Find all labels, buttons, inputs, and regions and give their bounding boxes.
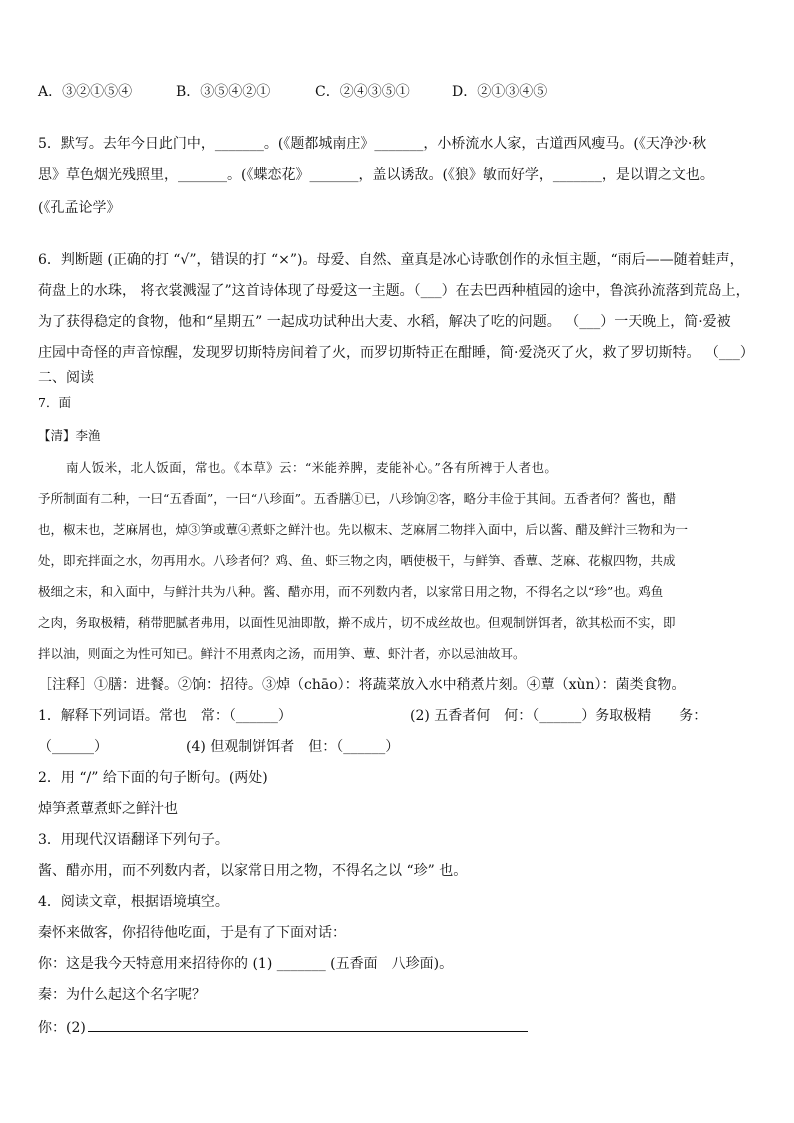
- answer-blank[interactable]: [88, 1017, 528, 1032]
- sub-question-4: 4．阅读文章，根据语境填空。: [38, 894, 229, 910]
- sub-question-2-text: 焯笋煮蕈煮虾之鲜汁也: [38, 801, 178, 817]
- section-heading: 二、阅读: [38, 370, 94, 386]
- sub-question-1d: (4) 但观制饼饵者 但：（______）: [186, 739, 400, 755]
- sub-question-3-text: 酱、醋亦用，而不列数内者，以家常日用之物，不得名之以 “珍” 也。: [38, 863, 468, 879]
- q6-line-3: 为了获得稳定的食物，他和“星期五” 一起成功试种出大麦、水稻，解决了吃的问题。 （___）一天晚上，简·爱被: [38, 314, 731, 330]
- passage-para-2-line-6: 拌以油，则面之为性可知已。鲜汁不用煮肉之汤，而用笋、蕈、虾汁者，亦以忌油故耳。: [38, 646, 526, 661]
- passage-para-2-line-2: 也，椒末也，芝麻屑也，焯③笋或蕈④煮虾之鲜汁也。先以椒末、芝麻屑二物拌入面中，后以酱、醋及鲜汁三物和为一: [38, 522, 689, 537]
- sub-question-1b: (2) 五香者何 何：（______）务取极精 务：: [410, 708, 708, 724]
- sub-question-1a: 1．解释下列词语。常也 常：（______）: [38, 708, 292, 724]
- option-a: A．③②①⑤④: [38, 84, 133, 100]
- passage-para-1: 南人饭米，北人饭面，常也。《本草》云：“米能养脾，麦能补心。”各有所裨于人者也。: [66, 460, 558, 475]
- sub-question-4-line-1: 秦怀来做客，你招待他吃面，于是有了下面对话：: [38, 925, 346, 941]
- option-b: B．③⑤④②①: [176, 84, 271, 100]
- passage-notes: ［注释］①膳：进餐。②饷：招待。③焯（chāo）：将蔬菜放入水中稍煮片刻。④蕈（xùn）：菌类食物。: [38, 677, 686, 693]
- passage-author: 【清】李渔: [38, 428, 101, 443]
- passage-para-2-line-1: 予所制面有二种，一曰“五香面”，一曰“八珍面”。五香膳①已，八珍饷②客，略分丰俭于其间。五香者何？酱也，醋: [38, 491, 677, 506]
- sub-question-2: 2．用 “/” 给下面的句子断句。(两处): [38, 770, 268, 786]
- q5-line-3: (《孔孟论学》: [38, 200, 121, 216]
- passage-para-2-line-4: 极细之末，和入面中，与鲜汁共为八种。酱、醋亦用，而不列数内者，以家常日用之物，不得名之以“珍”也。鸡鱼: [38, 584, 664, 599]
- passage-para-2-line-5: 之肉，务取极精，稍带肥腻者弗用，以面性见油即散，擀不成片，切不成丝故也。但观制饼饵者，欲其松而不实，即: [38, 615, 676, 630]
- q6-line-2: 荷盘上的水珠， 将衣裳溅湿了”这首诗体现了母爱这一主题。（___）在去巴西种植园的途中，鲁滨孙流落到荒岛上，: [38, 283, 750, 299]
- option-d: D．②①③④⑤: [452, 84, 548, 100]
- sub-question-4-line-2: 你：这是我今天特意用来招待你的 (1) _______ (五香面 八珍面)。: [38, 956, 454, 972]
- sub-question-4-line-4: [38, 1017, 528, 1037]
- option-c: C．②④③⑤①: [315, 84, 410, 100]
- q7-title: 7．面: [38, 395, 71, 410]
- passage-para-2-line-3: 处，即充拌面之水，勿再用水。八珍者何？鸡、鱼、虾三物之肉，晒使极干，与鲜笋、香蕈、芝麻、花椒四物，共成: [38, 553, 676, 568]
- q6-line-4: 庄园中奇怪的声音惊醒，发现罗切斯特房间着了火，而罗切斯特正在酣睡，简·爱浇灭了火，救了罗切斯特。 （___）: [38, 345, 754, 361]
- dialogue-speaker: 你：(2): [38, 1020, 86, 1036]
- sub-question-4-line-3: 秦：为什么起这个名字呢？: [38, 987, 206, 1003]
- q5-line-2: 思》草色烟光残照里，_______。(《蝶恋花》_______，盖以诱敌。(《狼》敏而好学，_______，是以谓之文也。: [38, 167, 714, 183]
- sub-question-3: 3．用现代汉语翻译下列句子。: [38, 832, 229, 848]
- sub-question-1c: （______）: [38, 739, 108, 755]
- q5-line-1: 5．默写。去年今日此门中，_______。(《题都城南庄》_______，小桥流水人家，古道西风瘦马。(《天净沙·秋: [38, 136, 707, 152]
- q6-line-1: 6．判断题 (正确的打 “√”，错误的打 “×”)。母爱、自然、童真是冰心诗歌创作的永恒主题，“雨后——随着蛙声，: [38, 252, 744, 268]
